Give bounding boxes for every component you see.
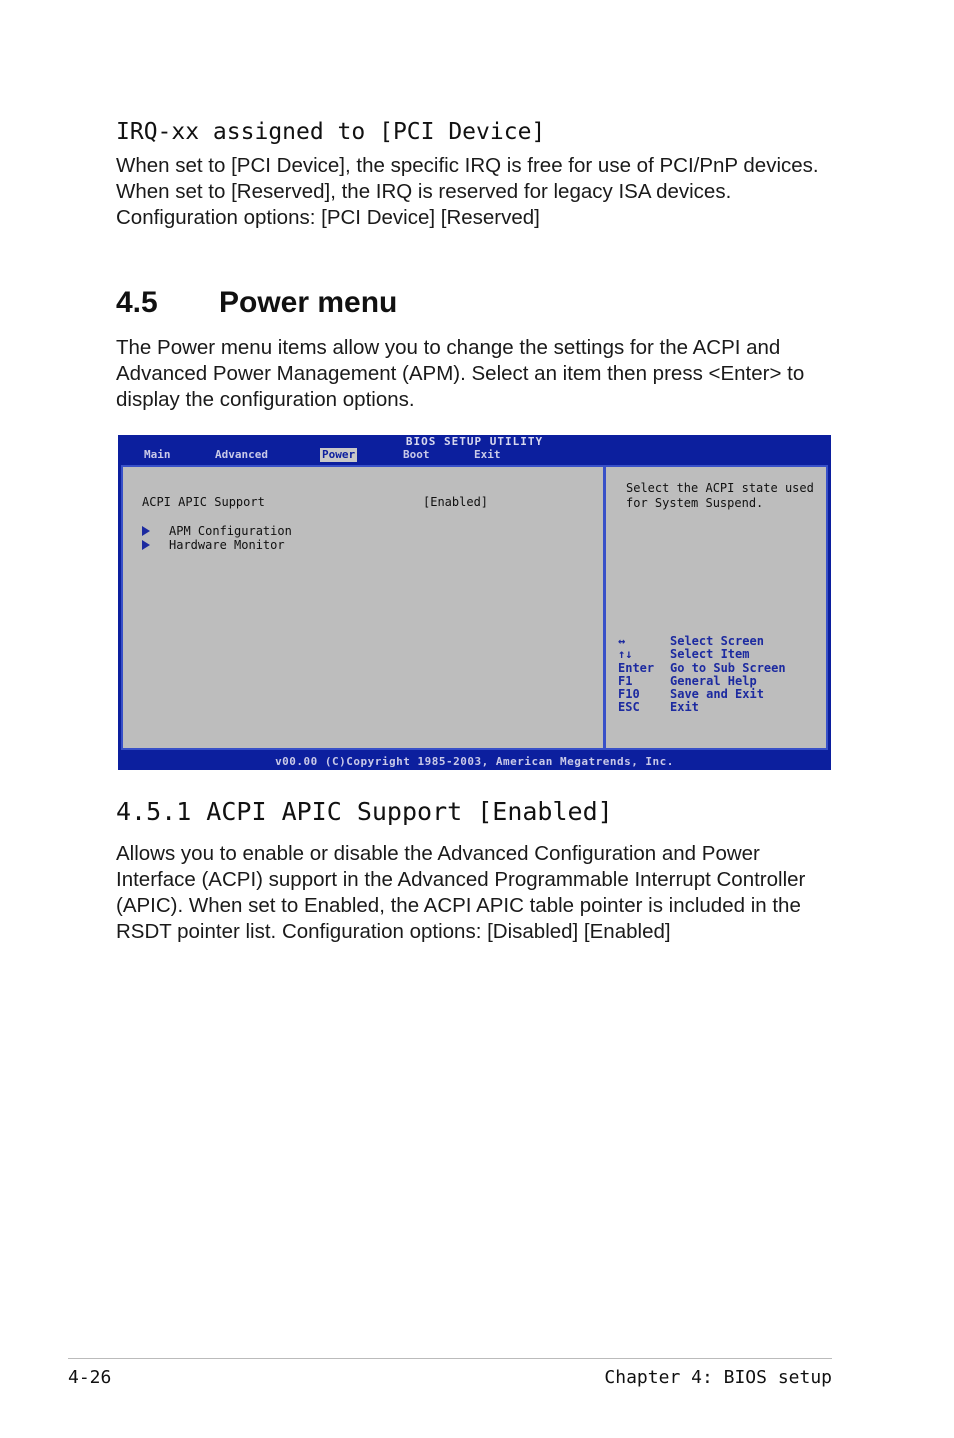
bios-divider xyxy=(603,467,606,748)
bios-panel xyxy=(121,465,828,750)
bios-menu-advanced[interactable]: Advanced xyxy=(215,448,268,461)
bios-menu-main[interactable]: Main xyxy=(144,448,171,461)
submenu-apm-configuration[interactable]: APM Configuration xyxy=(169,524,292,538)
key-f1: F1 xyxy=(618,673,633,688)
section-title-text: Power menu xyxy=(219,286,398,319)
acpi-heading: 4.5.1 ACPI APIC Support [Enabled] xyxy=(116,797,613,826)
key-arrows-lr: ↔ xyxy=(618,634,626,648)
acpi-description: Allows you to enable or disable the Advanced Configuration and Power Interface (ACPI) support in the Advanced Programmable Interrupt Controller (APIC). When set to Enabled, the ACPI APIC table pointer is included in the RSDT pointer list. Configuration options: [Disabled] [Enabled] xyxy=(116,842,806,943)
page-number: 4-26 xyxy=(68,1367,112,1388)
submenu-arrow-icon xyxy=(142,540,150,550)
bios-copyright: v00.00 (C)Copyright 1985-2003, American Megatrends, Inc. xyxy=(275,755,674,768)
section-title xyxy=(116,286,397,320)
key-desc: Select Screen xyxy=(670,634,764,648)
key-desc: General Help xyxy=(670,673,757,688)
footer-divider xyxy=(68,1358,832,1359)
key-f10: F10 xyxy=(618,687,640,702)
chapter-title: Chapter 4: BIOS setup xyxy=(604,1367,832,1388)
key-arrows-ud: ↑↓ xyxy=(618,647,633,662)
bios-screenshot xyxy=(118,435,831,770)
key-desc: Save and Exit xyxy=(670,687,764,702)
acpi-apic-support-label[interactable]: ACPI APIC Support xyxy=(142,495,265,509)
bios-title: BIOS SETUP UTILITY xyxy=(405,435,544,448)
key-desc: Exit xyxy=(670,700,699,715)
power-menu-description: The Power menu items allow you to change the settings for the ACPI and Advanced Power Management (APM). Select an item then press <Enter> to display the configuration options. xyxy=(116,336,805,411)
submenu-hardware-monitor[interactable]: Hardware Monitor xyxy=(169,538,285,552)
bios-menu-boot[interactable]: Boot xyxy=(403,448,430,461)
submenu-arrow-icon xyxy=(142,526,150,536)
bios-menu-bar xyxy=(118,448,831,463)
section-number: 4.5 xyxy=(116,286,158,319)
key-esc: ESC xyxy=(618,700,640,715)
key-enter: Enter xyxy=(618,660,655,675)
bios-help-text: Select the ACPI state used for System Suspend. xyxy=(626,481,814,510)
bios-menu-exit[interactable]: Exit xyxy=(474,448,501,461)
irq-heading: IRQ-xx assigned to [PCI Device] xyxy=(116,119,546,145)
irq-description: When set to [PCI Device], the specific IRQ is free for use of PCI/PnP devices. When set to [Reserved], the IRQ is reserved for legacy ISA devices. Configuration options: [PCI Device] [Reserved] xyxy=(116,154,819,229)
bios-menu-power[interactable]: Power xyxy=(322,448,356,461)
acpi-apic-support-value[interactable]: [Enabled] xyxy=(423,495,489,509)
key-desc: Select Item xyxy=(670,647,750,662)
key-desc: Go to Sub Screen xyxy=(670,660,786,675)
